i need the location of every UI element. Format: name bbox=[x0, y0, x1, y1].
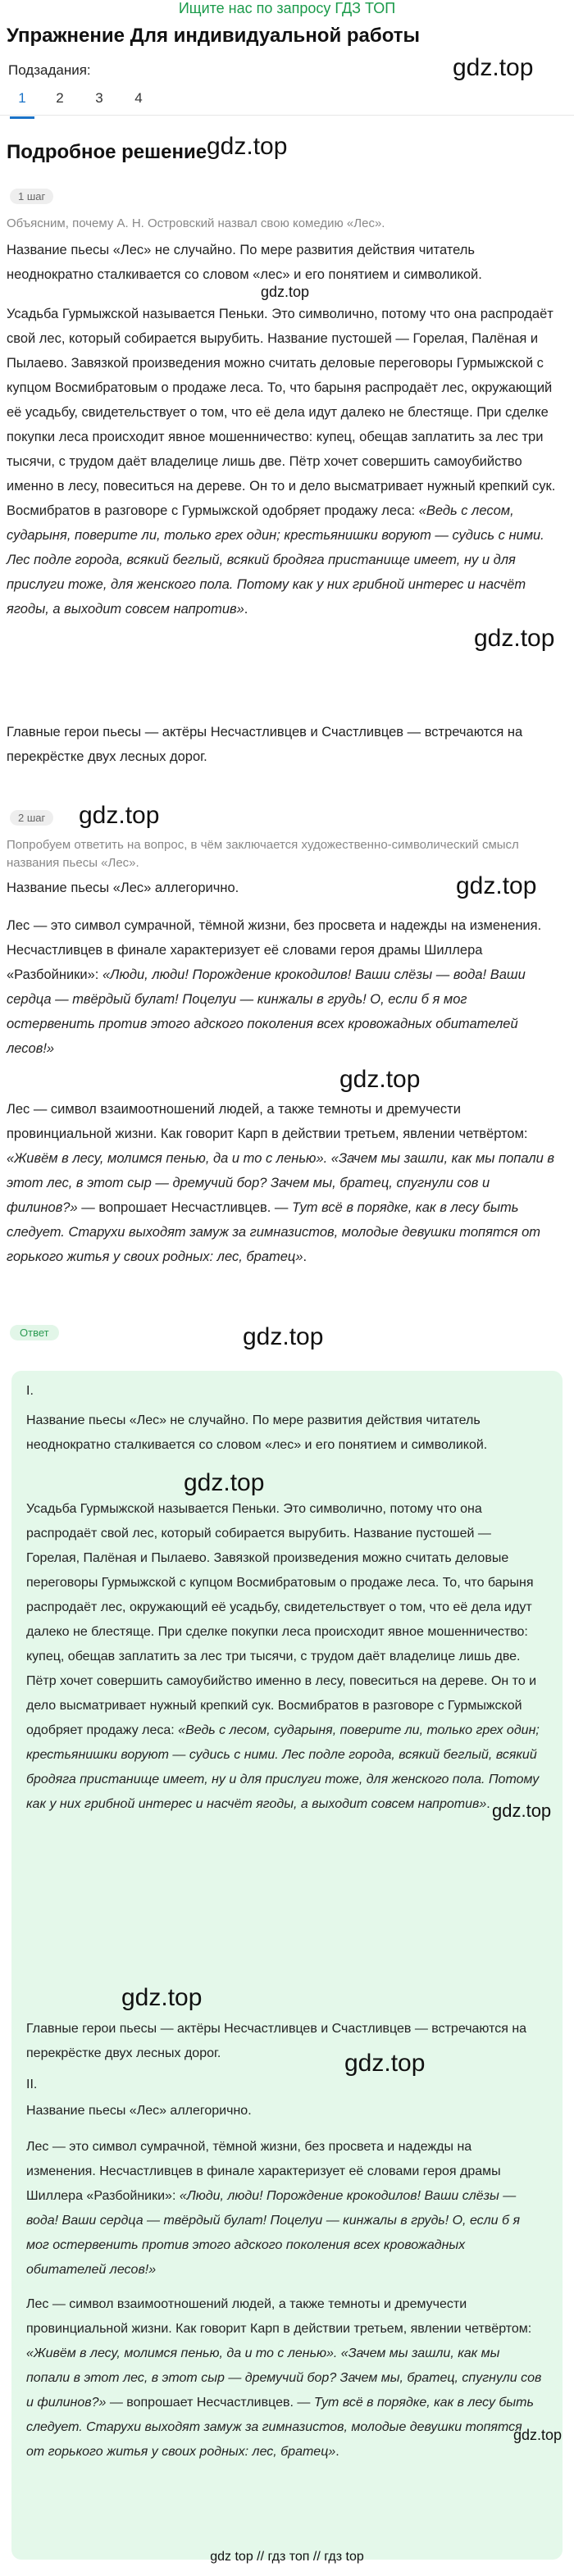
watermark: gdz.top bbox=[121, 1984, 203, 2011]
step-2-intro: Попробуем ответить на вопрос, в чём заключается художественно-символический смысл названия пьесы «Лес». bbox=[7, 838, 519, 870]
footer-separator: // bbox=[312, 2550, 321, 2564]
step-1-badge: 1 шаг bbox=[10, 189, 53, 204]
footer-link[interactable]: гдз топ bbox=[267, 2550, 310, 2564]
watermark: gdz.top bbox=[339, 1066, 421, 1093]
tab-4[interactable]: 4 bbox=[134, 90, 143, 106]
watermark: gdz.top bbox=[344, 2050, 426, 2077]
watermark: gdz.top bbox=[79, 802, 160, 829]
watermark: gdz.top bbox=[184, 1469, 265, 1496]
footer-links bbox=[0, 2550, 574, 2565]
step-1-paragraph: Усадьба Гурмыжской называется Пеньки. Это символично, потому что она распродаёт свой лес, который собирается вырубить. Название пустошей — Горелая, Палёная и Пылаево. Завязкой произведения можно считать деловые переговоры Гурмыжской с купцом Восмибратовым о продаже леса. То, что барыня распродаёт лес, окружающий её усадьбу, свидетельствует о том, что её дела идут далеко не блестяще. При сделке покупки леса происходит явное мошенничество: купец, обещав заплатить за лес три тысячи, с трудом даёт владелице лишь две. Пётр хочет совершить самоубийство именно в лесу, повеситься на дереве. Он то и дело высматривает нужный крепкий сук. Восмибратов в разговоре с Гурмыжской одобряет продажу леса: «Ведь с лесом, сударыня, поверите ли, только грех один; крестьянишки воруют — судись с ними. Лес подле города, всякий беглый, всякий бродяга пристанище имеет, ну и для прислуги тоже, для женского пола. Потому как у них грибной интерес и насчёт ягоды, а выходит совсем напротив». bbox=[7, 307, 556, 617]
watermark: gdz.top bbox=[207, 133, 288, 160]
watermark: gdz.top bbox=[513, 2427, 563, 2443]
tab-3[interactable]: 3 bbox=[95, 90, 103, 106]
solution-heading: Подробное решение bbox=[7, 141, 207, 163]
step-1-intro: Объясним, почему А. Н. Островский назвал свою комедию «Лес». bbox=[7, 216, 385, 230]
search-banner[interactable]: Ищите нас по запросу ГДЗ ТОП bbox=[178, 0, 396, 16]
answer-section-number: I. bbox=[26, 1384, 34, 1398]
step-2-paragraph: Лес — это символ сумрачной, тёмной жизни, без просвета и надежды на изменения. Несчастливцев в финале характеризует её словами героя драмы Шиллера «Разбойники»: «Люди, люди! Порождение крокодилов! Ваши слёзы — вода! Ваши сердца — твёрдый булат! Поцелуи — кинжалы в грудь! О, если б я мог остервенить против этого адского поколения всех кровожадных обитателей лесов!» bbox=[7, 918, 542, 1056]
footer-separator: // bbox=[257, 2550, 265, 2564]
footer-link[interactable]: gdz top bbox=[210, 2550, 253, 2564]
answer-paragraph: Главные герои пьесы — актёры Несчастливцев и Счастливцев — встречаются на перекрёстке двух лесных дорог. bbox=[26, 2022, 527, 2060]
watermark: gdz.top bbox=[492, 1800, 552, 1821]
answer-paragraph: Название пьесы «Лес» аллегорично. bbox=[26, 2104, 252, 2118]
watermark: gdz.top bbox=[261, 284, 310, 300]
watermark: gdz.top bbox=[474, 625, 555, 652]
step-1-paragraph: Главные герои пьесы — актёры Несчастливцев и Счастливцев — встречаются на перекрёстке двух лесных дорог. bbox=[7, 725, 523, 764]
step-1-paragraph: Название пьесы «Лес» не случайно. По мере развития действия читатель неоднократно сталкивается со словом «лес» и его понятием и символикой. bbox=[7, 243, 482, 282]
watermark: gdz.top bbox=[453, 54, 534, 81]
tab-1[interactable]: 1 bbox=[10, 85, 34, 119]
exercise-title: Упражнение Для индивидуальной работы bbox=[7, 25, 421, 47]
answer-section-number: II. bbox=[26, 2078, 38, 2091]
answer-paragraph: Усадьба Гурмыжской называется Пеньки. Это символично, потому что она распродаёт свой лес, который собирается вырубить. Название пустошей — Горелая, Палёная и Пылаево. Завязкой произведения можно считать деловые переговоры Гурмыжской с купцом Восмибратовым о продаже леса. То, что барыня распродаёт лес, окружающий её усадьбу, свидетельствует о том, что её дела идут далеко не блестяще. При сделке покупки леса происходит явное мошенничество: купец, обещав заплатить за лес три тысячи, с трудом даёт владелице лишь две. Пётр хочет совершить самоубийство именно в лесу, повеситься на дереве. Он то и дело высматривает нужный крепкий сук. Восмибратов в разговоре с Гурмыжской одобряет продажу леса: «Ведь с лесом, сударыня, поверите ли, только грех один; крестьянишки воруют — судись с ними. Лес подле города, всякий беглый, всякий бродяга пристанище имеет, ну и для прислуги тоже, для женского пола. Потому как у них грибной интерес и насчёт ягоды, а выходит совсем напротив». bbox=[26, 1502, 540, 1811]
answer-paragraph: Название пьесы «Лес» не случайно. По мере развития действия читатель неоднократно сталкивается со словом «лес» и его понятием и символикой. bbox=[26, 1413, 488, 1452]
watermark: gdz.top bbox=[243, 1323, 324, 1350]
watermark: gdz.top bbox=[456, 872, 537, 899]
answer-badge: Ответ bbox=[10, 1325, 59, 1340]
subtasks-label: Подзадания: bbox=[8, 62, 91, 78]
answer-paragraph: Лес — это символ сумрачной, тёмной жизни, без просвета и надежды на изменения. Несчастливцев в финале характеризует её словами героя драмы Шиллера «Разбойники»: «Люди, люди! Порождение крокодилов! Ваши слёзы — вода! Ваши сердца — твёрдый булат! Поцелуи — кинжалы в грудь! О, если б я мог остервенить против этого адского поколения всех кровожадных обитателей лесов!» bbox=[26, 2140, 521, 2277]
step-2-badge: 2 шаг bbox=[10, 810, 53, 826]
tabs-divider bbox=[0, 115, 574, 116]
step-2-paragraph: Лес — символ взаимоотношений людей, а также темноты и дремучести провинциальной жизни. Как говорит Карп в действии третьем, явлении четвёртом: «Живём в лесу, молимся пенью, да и то с ленью». «Зачем мы зашли, как мы попали в этот лес, в этот сыр — дремучий бор? Зачем мы, братец, спугнули сов и филинов?» — вопрошает Несчастливцев. — Тут всё в порядке, как в лесу быть следует. Старухи выходят замуж за гимназистов, молодые девушки топятся от горького житья у своих родных: лес, братец». bbox=[7, 1102, 555, 1264]
tab-2[interactable]: 2 bbox=[56, 90, 64, 106]
step-2-paragraph: Название пьесы «Лес» аллегорично. bbox=[7, 881, 239, 895]
answer-paragraph: Лес — символ взаимоотношений людей, а также темноты и дремучести провинциальной жизни. Как говорит Карп в действии третьем, явлении четвёртом: «Живём в лесу, молимся пенью, да и то с ленью». «Зачем мы зашли, как мы попали в этот лес, в этот сыр — дремучий бор? Зачем мы, братец, спугнули сов и филинов?» — вопрошает Несчастливцев. — Тут всё в порядке, как в лесу быть следует. Старухи выходят замуж за гимназистов, молодые девушки топятся от горького житья у своих родных: лес, братец». bbox=[26, 2297, 542, 2459]
footer-link[interactable]: гдз top bbox=[324, 2550, 364, 2564]
subtask-tabs bbox=[0, 85, 574, 118]
